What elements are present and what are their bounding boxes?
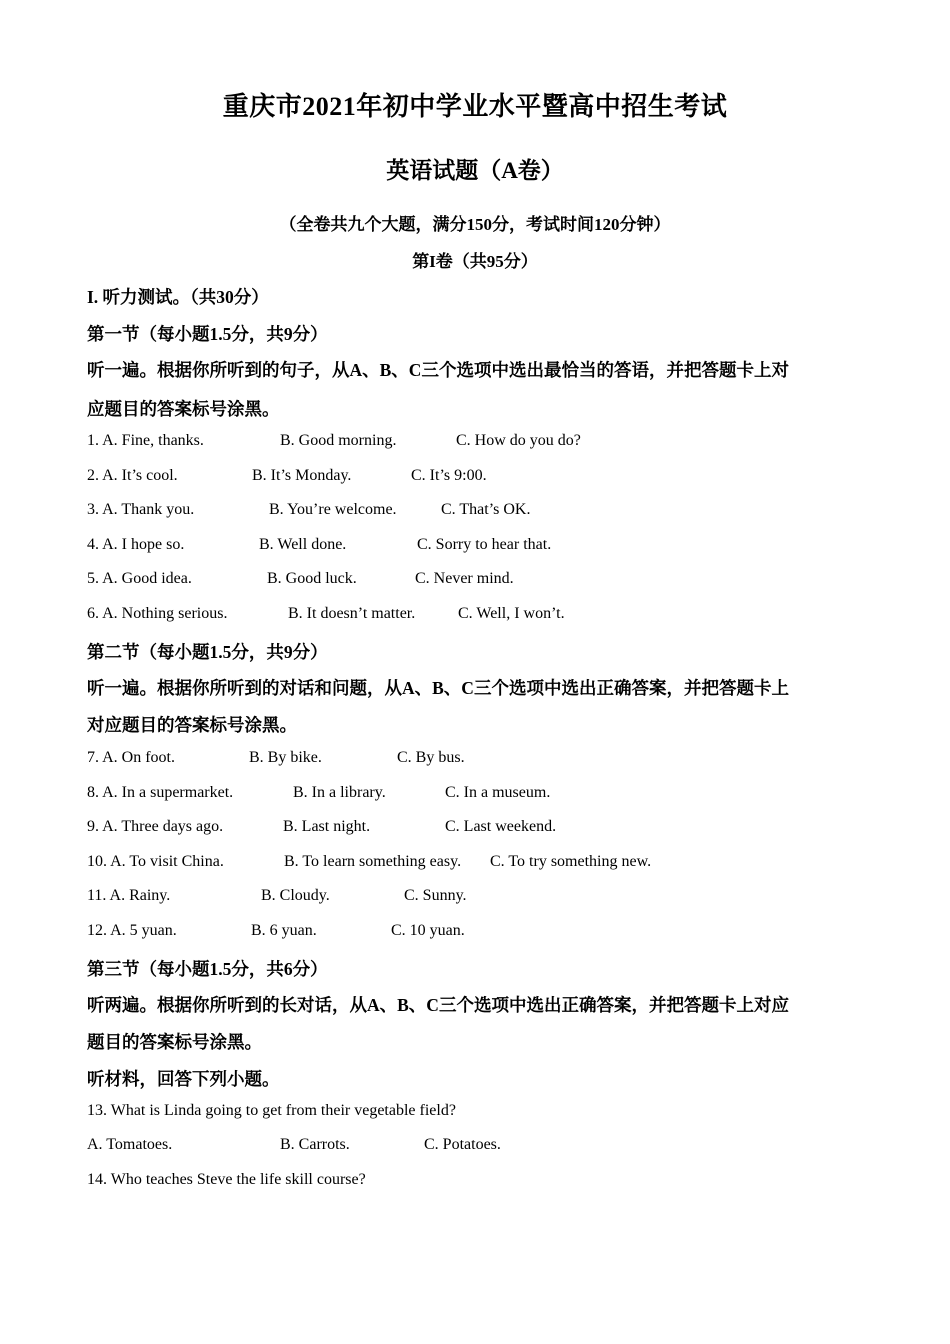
question-4-option-c: C. Sorry to hear that. xyxy=(417,536,552,553)
question-13-option-c: C. Potatoes. xyxy=(424,1136,501,1153)
question-12-option-b: B. 6 yuan. xyxy=(251,922,317,939)
question-7-option-b: B. By bike. xyxy=(249,749,322,766)
question-8-option-c: C. In a museum. xyxy=(445,784,551,801)
exam-title: 重庆市2021年初中学业水平暨高中招生考试 xyxy=(222,92,728,121)
question-13-option-b: B. Carrots. xyxy=(280,1136,350,1153)
question-5-option-c: C. Never mind. xyxy=(415,570,514,587)
part3-heading: 第三节（每小题1.5分，共6分） xyxy=(87,959,328,979)
question-5-option-a: 5. A. Good idea. xyxy=(87,570,192,587)
part3-instruction-line2: 题目的答案标号涂黑。 xyxy=(87,1032,262,1052)
question-2-option-a: 2. A. It’s cool. xyxy=(87,467,178,484)
question-13-option-a: A. Tomatoes. xyxy=(87,1136,173,1153)
section-heading-listening: I. 听力测试。（共30分） xyxy=(87,287,269,307)
question-8-option-a: 8. A. In a supermarket. xyxy=(87,784,234,801)
question-1-option-a: 1. A. Fine, thanks. xyxy=(87,432,204,449)
question-7-option-a: 7. A. On foot. xyxy=(87,749,175,766)
question-11-option-b: B. Cloudy. xyxy=(261,887,330,904)
question-7-option-c: C. By bus. xyxy=(397,749,465,766)
question-14-stem: 14. Who teaches Steve the life skill course? xyxy=(87,1171,366,1188)
question-3-option-a: 3. A. Thank you. xyxy=(87,501,195,518)
question-11-option-a: 11. A. Rainy. xyxy=(87,887,171,904)
question-12-option-c: C. 10 yuan. xyxy=(391,922,465,939)
question-12-option-a: 12. A. 5 yuan. xyxy=(87,922,177,939)
part3-instruction-line1: 听两遍。根据你所听到的长对话，从A、B、C三个选项中选出正确答案，并把答题卡上对应 xyxy=(87,995,789,1015)
question-11-option-c: C. Sunny. xyxy=(404,887,467,904)
question-10-option-c: C. To try something new. xyxy=(490,853,652,870)
question-6-option-b: B. It doesn’t matter. xyxy=(288,605,416,622)
part2-instruction-line2: 对应题目的答案标号涂黑。 xyxy=(87,715,297,735)
part2-instruction-line1: 听一遍。根据你所听到的对话和问题，从A、B、C三个选项中选出正确答案，并把答题卡上 xyxy=(87,678,789,698)
part-heading: 第I卷（共95分） xyxy=(412,252,538,271)
question-8-option-b: B. In a library. xyxy=(293,784,386,801)
part1-instruction-line1: 听一遍。根据你所听到的句子，从A、B、C三个选项中选出最恰当的答语，并把答题卡上对 xyxy=(87,360,789,380)
question-13-stem: 13. What is Linda going to get from their vegetable field? xyxy=(87,1102,456,1119)
part1-heading: 第一节（每小题1.5分，共9分） xyxy=(87,324,328,344)
question-1-option-c: C. How do you do? xyxy=(456,432,581,449)
question-5-option-b: B. Good luck. xyxy=(267,570,357,587)
question-2-option-c: C. It’s 9:00. xyxy=(411,467,487,484)
exam-subtitle: 英语试题（A卷） xyxy=(386,158,564,183)
question-3-option-b: B. You’re welcome. xyxy=(269,501,397,518)
question-4-option-a: 4. A. I hope so. xyxy=(87,536,185,553)
question-4-option-b: B. Well done. xyxy=(259,536,347,553)
exam-note: （全卷共九个大题，满分150分，考试时间120分钟） xyxy=(279,215,671,234)
material-prompt: 听材料，回答下列小题。 xyxy=(87,1069,280,1089)
part1-instruction-line2: 应题目的答案标号涂黑。 xyxy=(87,399,280,419)
question-2-option-b: B. It’s Monday. xyxy=(252,467,352,484)
question-9-option-a: 9. A. Three days ago. xyxy=(87,818,224,835)
question-9-option-c: C. Last weekend. xyxy=(445,818,557,835)
question-6-option-c: C. Well, I won’t. xyxy=(458,605,565,622)
part2-heading: 第二节（每小题1.5分，共9分） xyxy=(87,642,328,662)
question-6-option-a: 6. A. Nothing serious. xyxy=(87,605,228,622)
question-10-option-b: B. To learn something easy. xyxy=(284,853,462,870)
question-1-option-b: B. Good morning. xyxy=(280,432,397,449)
question-9-option-b: B. Last night. xyxy=(283,818,371,835)
question-10-option-a: 10. A. To visit China. xyxy=(87,853,224,870)
question-3-option-c: C. That’s OK. xyxy=(441,501,531,518)
